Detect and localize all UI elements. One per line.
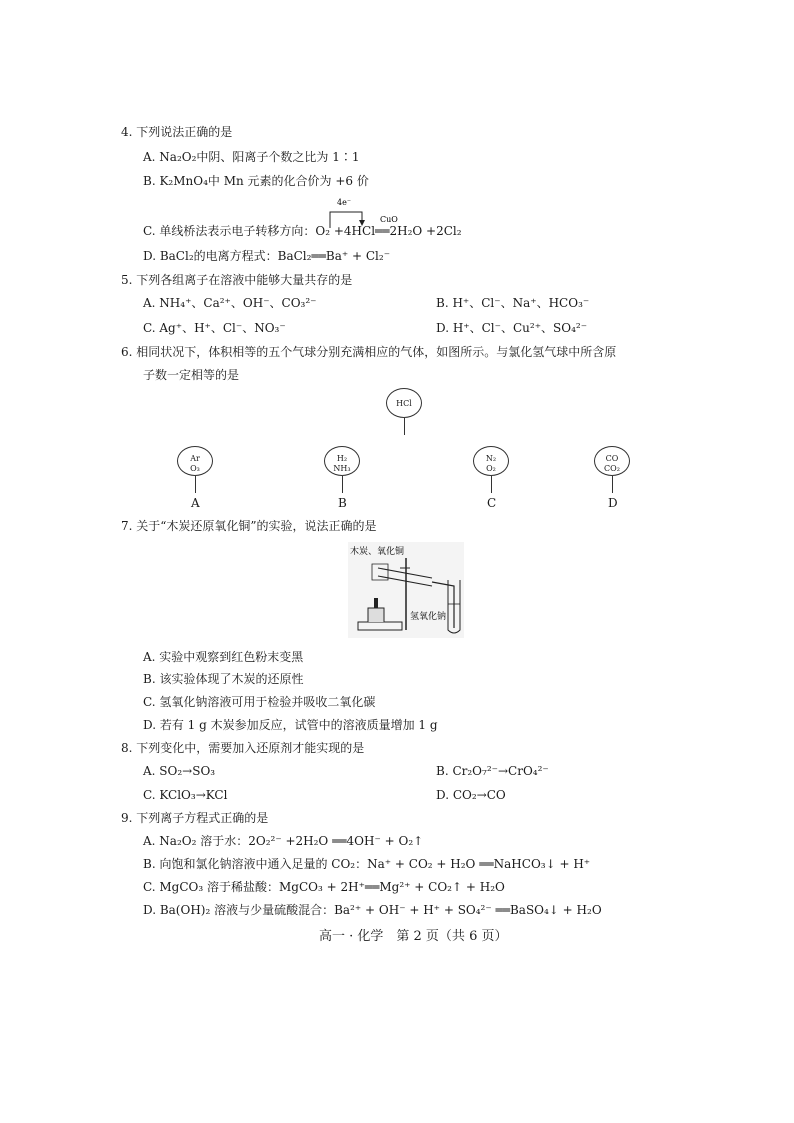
- q9-option-b: B. 向饱和氯化钠溶液中通入足量的 CO₂：Na⁺ + CO₂ + H₂O ══NaHCO₃↓ + H⁺: [143, 857, 591, 871]
- balloon-d: [594, 446, 630, 476]
- catalyst-label: CuO: [380, 215, 398, 224]
- balloon-d-label: D: [608, 496, 618, 510]
- q8-option-d: D. CO₂→CO: [436, 788, 506, 802]
- q9-stem: 9. 下列离子方程式正确的是: [121, 811, 269, 825]
- balloon-c-label: C: [487, 496, 497, 510]
- balloon-a-label: A: [191, 496, 200, 510]
- balloon-a: [177, 446, 213, 476]
- q5-option-c: C. Ag⁺、H⁺、Cl⁻、NO₃⁻: [143, 321, 286, 335]
- q6-stem-line1: 6. 相同状况下，体积相等的五个气球分别充满相应的气体，如图所示。与氯化氢气球中所含原: [121, 345, 617, 359]
- apparatus-label-reactants: 木炭、氧化铜: [350, 547, 405, 557]
- balloon-a-string: [195, 476, 196, 493]
- q7-option-c: C. 氢氧化钠溶液可用于检验并吸收二氧化碳: [143, 695, 376, 709]
- q8-stem: 8. 下列变化中，需要加入还原剂才能实现的是: [121, 741, 365, 755]
- q6-stem-line2: 子数一定相等的是: [143, 368, 240, 382]
- balloon-a-gas2: O₃: [190, 464, 200, 473]
- q4-option-b: B. K₂MnO₄中 Mn 元素的化合价为 +6 价: [143, 174, 369, 188]
- balloon-c-string: [491, 476, 492, 493]
- q4-option-c-prefix: C. 单线桥法表示电子转移方向：: [143, 224, 316, 238]
- q5-option-a: A. NH₄⁺、Ca²⁺、OH⁻、CO₃²⁻: [143, 296, 317, 310]
- q7-option-a: A. 实验中观察到红色粉末变黑: [143, 650, 304, 664]
- balloon-d-gas2: CO₂: [604, 464, 620, 473]
- q8-option-a: A. SO₂→SO₃: [143, 764, 216, 778]
- q9-option-a: A. Na₂O₂ 溶于水：2O₂²⁻ +2H₂O ══4OH⁻ + O₂↑: [143, 834, 424, 848]
- q4-stem: 4. 下列说法正确的是: [121, 125, 233, 139]
- q4-option-c: [143, 224, 462, 238]
- electron-count-label: 4e⁻: [337, 198, 352, 207]
- q4-option-c-equation: O₂ +4HCl══2H₂O +2Cl₂: [315, 224, 462, 238]
- hcl-balloon: HCl: [386, 388, 422, 418]
- balloon-c-gas1: N₂: [485, 454, 497, 463]
- balloon-d-string: [612, 476, 613, 493]
- balloon-c: [473, 446, 509, 476]
- balloon-d-gas1: CO: [605, 454, 619, 463]
- page-footer: 高一 · 化学 第 2 页（共 6 页）: [319, 929, 508, 944]
- q9-option-d: D. Ba(OH)₂ 溶液与少量硫酸混合：Ba²⁺ + OH⁻ + H⁺ + SO₄²⁻ ══BaSO₄↓ + H₂O: [143, 903, 602, 917]
- q5-option-b: B. H⁺、Cl⁻、Na⁺、HCO₃⁻: [436, 296, 590, 310]
- q9-option-c: C. MgCO₃ 溶于稀盐酸：MgCO₃ + 2H⁺══Mg²⁺ + CO₂↑ + H₂O: [143, 880, 505, 894]
- q7-stem: 7. 关于“木炭还原氧化铜”的实验，说法正确的是: [121, 519, 377, 533]
- balloon-a-gas1: Ar: [190, 454, 200, 463]
- balloon-b-label: B: [338, 496, 347, 510]
- q4-option-d: D. BaCl₂的电离方程式：BaCl₂══Ba⁺ + Cl₂⁻: [143, 249, 391, 263]
- q4-option-a: A. Na₂O₂中阴、阳离子个数之比为 1∶1: [143, 150, 360, 164]
- q5-option-d: D. H⁺、Cl⁻、Cu²⁺、SO₄²⁻: [436, 321, 588, 335]
- q8-option-c: C. KClO₃→KCl: [143, 788, 228, 802]
- q8-option-b: B. Cr₂O₇²⁻→CrO₄²⁻: [436, 764, 549, 778]
- balloon-c-gas2: O₂: [486, 464, 496, 473]
- balloon-b-gas1: H₂: [336, 454, 348, 463]
- q7-option-d: D. 若有 1 g 木炭参加反应，试管中的溶液质量增加 1 g: [143, 718, 438, 732]
- apparatus-figure: [348, 542, 464, 638]
- hcl-balloon-string: [404, 418, 405, 435]
- balloon-b-string: [342, 476, 343, 493]
- balloon-b: [324, 446, 360, 476]
- balloon-b-gas2: NH₃: [333, 464, 351, 473]
- q7-option-b: B. 该实验体现了木炭的还原性: [143, 672, 304, 686]
- q5-stem: 5. 下列各组离子在溶液中能够大量共存的是: [121, 273, 353, 287]
- apparatus-label-naoh: 氢氧化钠: [410, 612, 447, 622]
